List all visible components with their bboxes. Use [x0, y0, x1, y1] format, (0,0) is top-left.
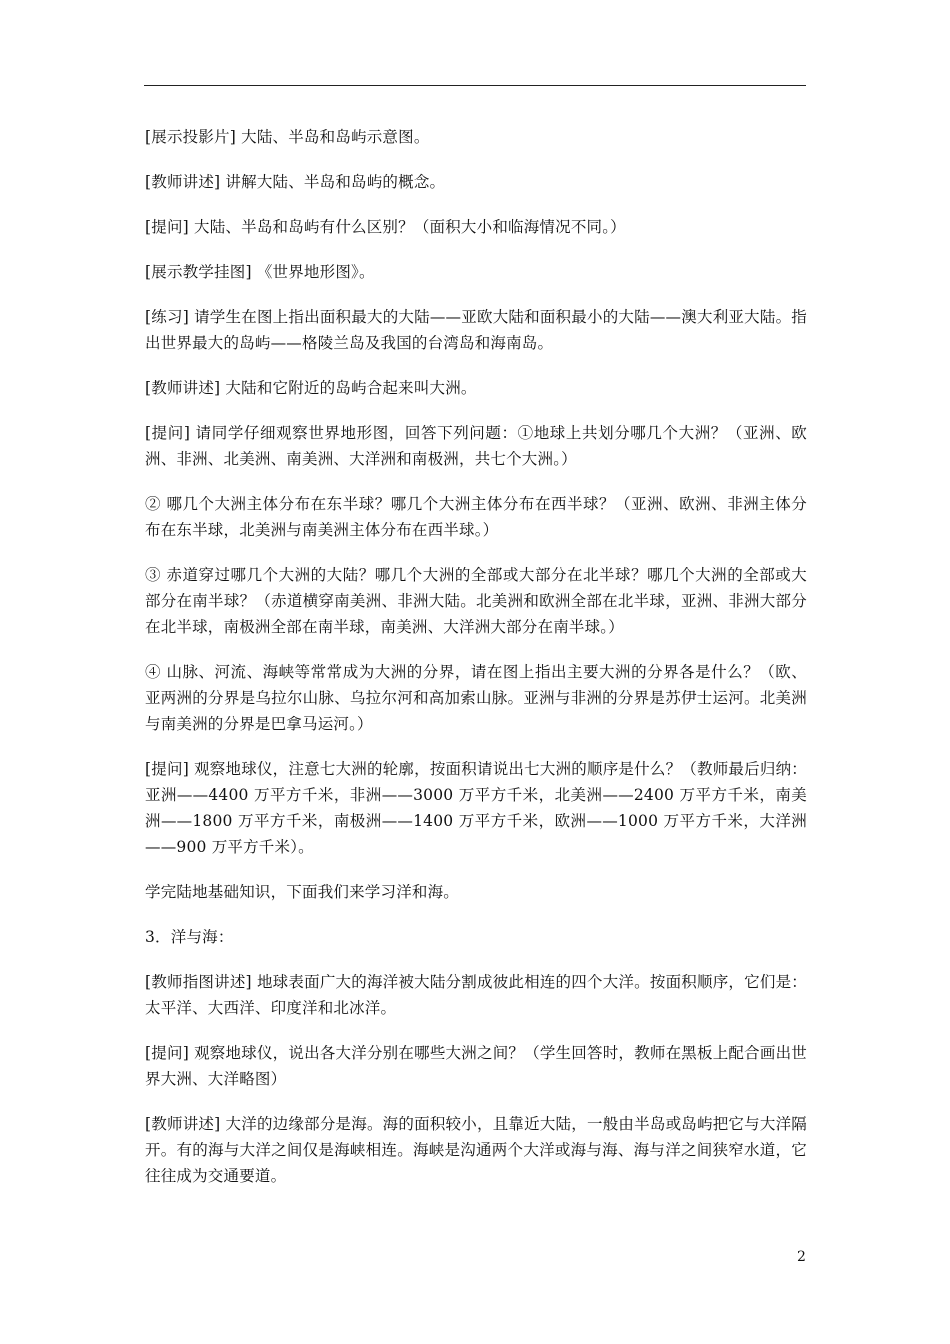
paragraph-16: [教师讲述] 大洋的边缘部分是海。海的面积较小，且靠近大陆，一般由半岛或岛屿把它与大洋隔开。有的海与大洋之间仅是海峡相连。海峡是沟通两个大洋或海与海、海与洋之间狭窄水道，它往往成为交通要道。 [145, 1115, 807, 1185]
paragraph-10: ④ 山脉、河流、海峡等常常成为大洲的分界，请在图上指出主要大洲的分界各是什么？（欧、亚两洲的分界是乌拉尔山脉、乌拉尔河和高加索山脉。亚洲与非洲的分界是苏伊士运河。北美洲与南美洲的分界是巴拿马运河。） [145, 663, 807, 733]
paragraph-3: [提问] 大陆、半岛和岛屿有什么区别？（面积大小和临海情况不同。） [145, 218, 626, 236]
paragraph-7: [提问] 请同学仔细观察世界地形图，回答下列问题：①地球上共划分哪几个大洲？（亚洲、欧洲、非洲、北美洲、南美洲、大洋洲和南极洲，共七个大洲。） [145, 424, 807, 468]
paragraph-15: [提问] 观察地球仪，说出各大洋分别在哪些大洲之间？（学生回答时，教师在黑板上配合画出世界大洲、大洋略图） [145, 1044, 807, 1088]
paragraph-1: [展示投影片] 大陆、半岛和岛屿示意图。 [145, 128, 430, 146]
paragraph-5: [练习] 请学生在图上指出面积最大的大陆——亚欧大陆和面积最小的大陆——澳大利亚大陆。指出世界最大的岛屿——格陵兰岛及我国的台湾岛和海南岛。 [145, 308, 807, 352]
paragraph-14: [教师指图讲述] 地球表面广大的海洋被大陆分割成彼此相连的四个大洋。按面积顺序，它们是：太平洋、大西洋、印度洋和北冰洋。 [145, 973, 807, 1017]
paragraph-9: ③ 赤道穿过哪几个大洲的大陆？哪几个大洲的全部或大部分在北半球？哪几个大洲的全部或大部分在南半球？（赤道横穿南美洲、非洲大陆。北美洲和欧洲全部在北半球，亚洲、非洲大部分在北半球，南极洲全部在南半球，南美洲、大洋洲大部分在南半球。） [145, 566, 807, 636]
header-rule [144, 85, 806, 86]
paragraph-6: [教师讲述] 大陆和它附近的岛屿合起来叫大洲。 [145, 379, 477, 397]
document-body [145, 124, 807, 1208]
paragraph-12: 学完陆地基础知识，下面我们来学习洋和海。 [145, 883, 460, 901]
paragraph-4: [展示教学挂图] 《世界地形图》。 [145, 263, 375, 281]
page-number: 2 [797, 1249, 806, 1265]
section-heading: 3．洋与海： [145, 928, 234, 946]
paragraph-8: ② 哪几个大洲主体分布在东半球？哪几个大洲主体分布在西半球？（亚洲、欧洲、非洲主体分布在东半球，北美洲与南美洲主体分布在西半球。） [145, 495, 807, 539]
paragraph-11: [提问] 观察地球仪，注意七大洲的轮廓，按面积请说出七大洲的顺序是什么？（教师最后归纳：亚洲——4400 万平方千米，非洲——3000 万平方千米，北美洲——2400 万平方千米，南美洲——1800 万平方千米，南极洲——1400 万平方千米，欧洲——1000 万平方千米，大洋洲——900 万平方千米）。 [145, 760, 807, 856]
paragraph-2: [教师讲述] 讲解大陆、半岛和岛屿的概念。 [145, 173, 446, 191]
